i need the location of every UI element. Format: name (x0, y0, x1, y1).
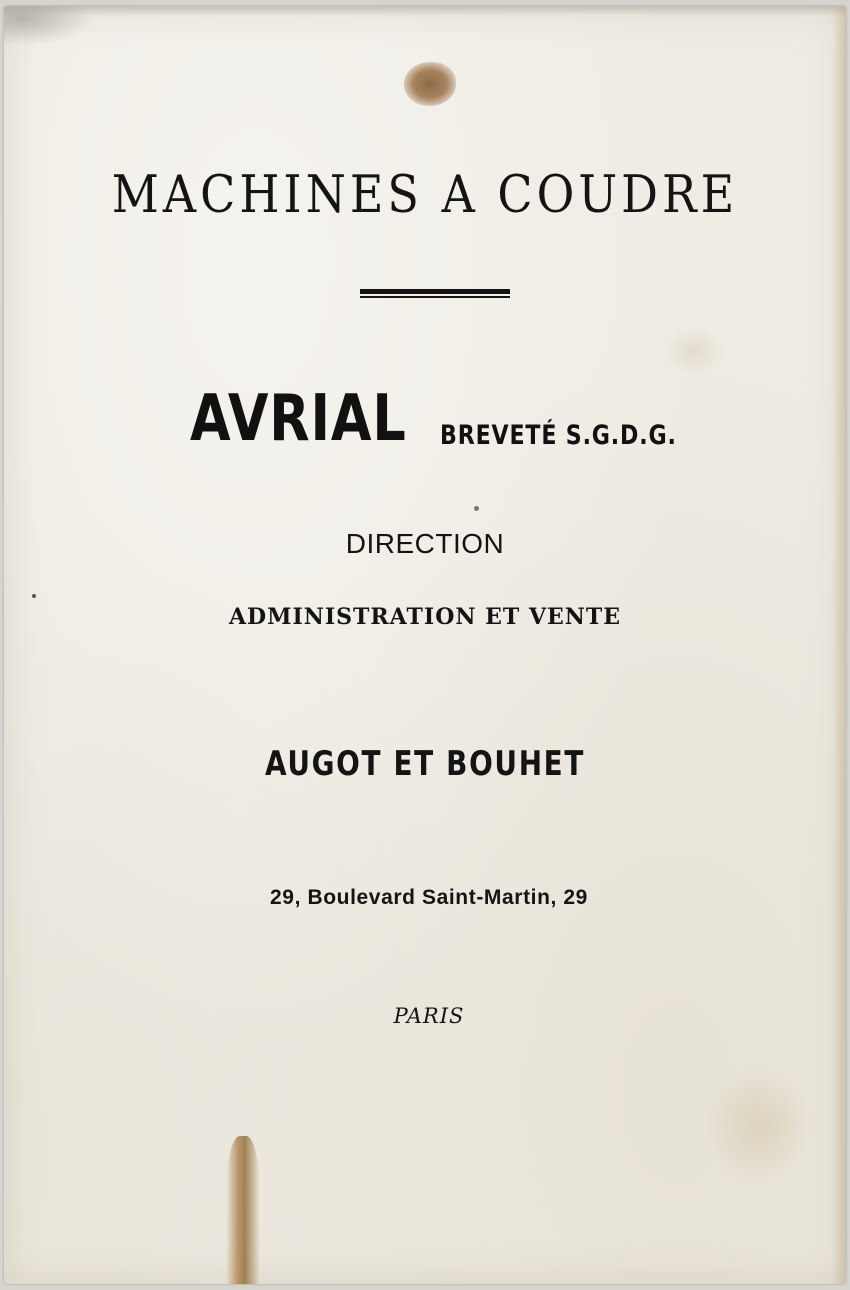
faded-stain (704, 1066, 814, 1186)
document-title: MACHINES A COUDRE (111, 164, 739, 225)
street-address: 29, Boulevard Saint-Martin, 29 (270, 886, 588, 909)
punch-hole-stain (404, 62, 456, 106)
ink-speck (474, 506, 479, 511)
double-rule-divider (360, 289, 510, 299)
faded-stain (664, 326, 724, 376)
city-name: PARIS (393, 1004, 465, 1028)
document-page (4, 6, 846, 1284)
company-name: AUGOT ET BOUHET (264, 744, 586, 784)
paper-edge-top (4, 6, 846, 16)
brand-row (190, 382, 677, 456)
water-stain (226, 1136, 260, 1284)
patent-note: BREVETÉ S.G.D.G. (440, 420, 677, 451)
ink-speck (32, 594, 36, 598)
brand-name: AVRIAL (190, 382, 407, 456)
section-heading: DIRECTION (345, 528, 505, 559)
torn-corner (4, 6, 94, 46)
department-heading: ADMINISTRATION ET VENTE (228, 604, 622, 630)
